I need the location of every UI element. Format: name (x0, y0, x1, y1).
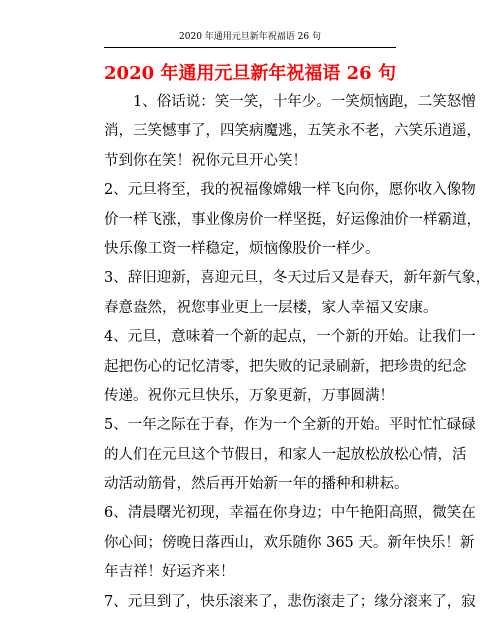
text-line: 节到你在笑！祝你元旦开心笑！ (104, 152, 307, 169)
text-line: 5、一年之际在于春，作为一个全新的开始。平时忙忙碌碌 (104, 417, 476, 434)
document-body (104, 88, 491, 617)
text-line: 传递。祝你元旦快乐，万象更新，万事圆满！ (104, 387, 394, 404)
text-line: 1、俗话说：笑一笑，十年少。一笑烦恼跑，二笑怒憎 (104, 94, 476, 110)
text-line: 消，三笑憾事了，四笑病魔逃，五笑永不老，六笑乐逍遥， (104, 123, 481, 140)
text-line: 3、辞旧迎新，喜迎元旦，冬天过后又是春天，新年新气象， (104, 270, 491, 287)
text-line: 起把伤心的记忆清零，把失败的记录刷新，把珍贵的纪念 (104, 358, 467, 375)
text-line: 4、元旦，意味着一个新的起点，一个新的开始。让我们一 (104, 329, 476, 346)
text-line: 快乐像工资一样稳定，烦恼像股价一样少。 (104, 240, 380, 257)
header-divider (104, 47, 396, 48)
text-line: 2、元旦将至，我的祝福像嫦娥一样飞向你，愿你收入像物 (104, 182, 476, 199)
text-line: 的人们在元旦这个节假日，和家人一起放松放松心情，活 (104, 446, 467, 463)
text-line: 7、元旦到了，快乐滚来了，悲伤滚走了；缘分滚来了，寂 (104, 593, 476, 610)
text-line: 6、清晨曙光初现，幸福在你身边；中午艳阳高照，微笑在 (104, 505, 476, 522)
text-line: 你心间；傍晚日落西山，欢乐随你 365 天。新年快乐！新 (104, 534, 475, 551)
text-line: 年吉祥！好运齐来！ (104, 564, 235, 581)
text-line: 价一样飞涨，事业像房价一样坚挺，好运像油价一样霸道， (104, 211, 481, 228)
document-title: 2020 年通用元旦新年祝福语 26 句 (104, 63, 396, 84)
text-line: 动活动筋骨，然后再开始新一年的播种和耕耘。 (104, 476, 409, 493)
text-line: 春意盎然，祝您事业更上一层楼，家人幸福又安康。 (104, 299, 438, 316)
running-header: 2020 年通用元旦新年祝福语 26 句 (179, 32, 321, 42)
